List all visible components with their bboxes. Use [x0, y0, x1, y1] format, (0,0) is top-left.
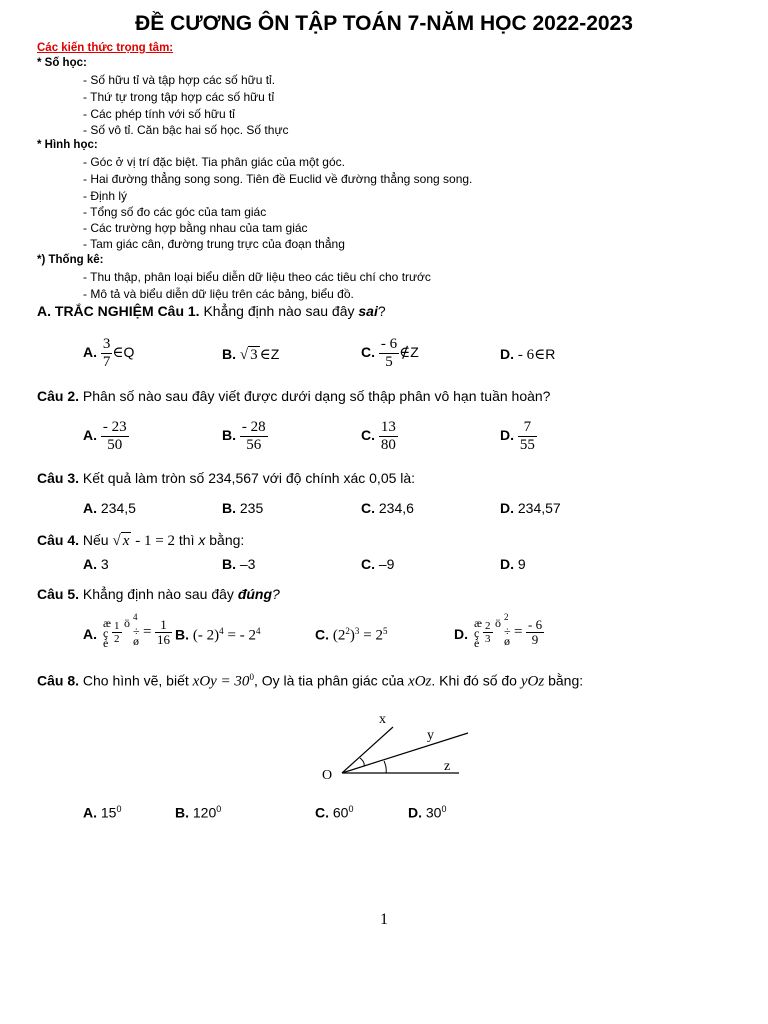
expression: = - 2 — [227, 627, 256, 644]
fraction — [483, 620, 493, 645]
ray-y-label: y — [427, 728, 434, 743]
question-text: thì — [178, 532, 195, 548]
list-item: - Thu thập, phân loại biểu diễn dữ liệu theo các tiêu chí cho trước — [83, 270, 431, 284]
question-text: Nếu — [82, 532, 109, 548]
fraction — [240, 419, 268, 454]
denominator: 7 — [102, 354, 111, 370]
radicand: x — [122, 533, 130, 549]
q3-option-c[interactable] — [361, 500, 414, 516]
q1-option-d[interactable] — [500, 345, 555, 364]
option-letter: C. — [361, 500, 375, 516]
option-letter: C. — [315, 626, 329, 643]
list-item: - Các trường hợp bằng nhau của tam giác — [83, 221, 308, 235]
question-text: bằng: — [548, 672, 584, 689]
set-symbol: Q — [123, 344, 135, 361]
option-letter: D. — [500, 556, 514, 572]
set-symbol: Z — [270, 346, 280, 362]
fraction — [379, 419, 398, 454]
question-1 — [37, 303, 386, 319]
core-knowledge-heading: Các kiến thức trọng tâm: — [37, 42, 174, 54]
q8-option-b[interactable] — [175, 804, 221, 821]
exponent: 2 — [504, 612, 509, 622]
sqrt-icon: √ — [239, 347, 249, 363]
question-label: Câu 8. — [37, 672, 80, 689]
option-letter: D. — [500, 346, 514, 362]
page-number: 1 — [380, 911, 388, 928]
option-value: 60 — [332, 804, 349, 821]
fraction — [101, 419, 129, 454]
q2-option-b[interactable] — [222, 419, 268, 454]
option-value: 235 — [239, 500, 264, 516]
q5-option-b[interactable] — [175, 626, 261, 645]
question-label: Câu 2. — [37, 388, 80, 404]
garbled-glyph: ö — [124, 616, 130, 630]
option-letter: C. — [315, 804, 329, 821]
degree-mark: 0 — [441, 804, 447, 814]
denominator: 5 — [385, 354, 393, 370]
list-item: - Số vô tỉ. Căn bậc hai số học. Số thực — [83, 123, 289, 137]
q3-option-d[interactable] — [500, 500, 561, 516]
garbled-glyph: ÷ — [133, 624, 140, 638]
relation-symbol: ∈ — [112, 345, 124, 362]
exponent: 4 — [219, 626, 224, 636]
denominator: 9 — [531, 632, 539, 647]
set-symbol: Z — [410, 344, 419, 361]
numerator: - 28 — [241, 419, 266, 435]
q4-option-b[interactable] — [222, 556, 255, 572]
relation-symbol: ∉ — [399, 345, 411, 362]
question-emphasis: đúng — [237, 586, 273, 602]
option-value: 30 — [425, 804, 442, 821]
denominator: 2 — [114, 633, 120, 645]
angle-expression: xOz — [408, 673, 432, 690]
q1-option-a[interactable] — [83, 336, 134, 371]
degree-mark: 0 — [249, 672, 254, 682]
option-value: –3 — [239, 556, 256, 572]
garbled-glyph: ø — [504, 634, 510, 648]
option-letter: C. — [361, 427, 375, 444]
q8-option-a[interactable] — [83, 804, 121, 821]
option-letter: D. — [454, 626, 468, 642]
list-item: - Định lý — [83, 189, 128, 203]
question-emphasis: sai — [358, 303, 378, 319]
q5-option-c[interactable] — [315, 626, 388, 645]
equals-sign: = — [143, 624, 152, 640]
point-o-label: O — [322, 768, 333, 783]
option-letter: A. — [83, 344, 97, 361]
section-arithmetic-label: * Số học: — [37, 57, 87, 69]
question-8 — [37, 672, 583, 691]
expression: - 6 — [517, 347, 535, 363]
option-letter: D. — [408, 804, 422, 821]
option-value: 15 — [100, 804, 117, 821]
denominator: 80 — [380, 437, 396, 453]
denominator: 16 — [157, 632, 170, 647]
degree-mark: 0 — [116, 804, 122, 814]
section-geometry-label: * Hình học: — [37, 139, 98, 151]
numerator: - 6 — [380, 336, 398, 352]
question-label: Câu 3. — [37, 470, 80, 486]
garbled-glyph: è — [474, 636, 480, 650]
question-label: Câu 1. — [157, 303, 200, 319]
question-text: , Oy là tia phân giác của — [253, 672, 405, 689]
variable: x — [198, 532, 206, 548]
option-letter: D. — [500, 500, 514, 516]
list-item: - Tam giác cân, đường trung trực của đoạn thẳng — [83, 237, 345, 251]
fraction — [155, 618, 172, 647]
expression: - 1 = 2 — [135, 533, 175, 549]
question-2 — [37, 388, 550, 404]
angle-expression: xOy = 30 — [192, 673, 250, 690]
q3-option-b[interactable] — [222, 500, 263, 516]
sqrt-icon: √ — [112, 533, 121, 549]
degree-mark: 0 — [216, 804, 222, 814]
option-letter: A. — [83, 804, 97, 821]
q8-option-c[interactable] — [315, 804, 353, 821]
option-value: 234,57 — [517, 500, 561, 516]
list-item: - Góc ở vị trí đặc biệt. Tia phân giác của một góc. — [83, 155, 345, 169]
option-value: –9 — [378, 556, 395, 572]
exponent: 4 — [133, 612, 138, 622]
option-letter: B. — [222, 556, 236, 572]
garbled-glyph: æ — [103, 616, 112, 630]
denominator: 3 — [485, 633, 491, 645]
question-text: . Khi đó số đo — [431, 672, 517, 689]
q1-option-c[interactable] — [361, 336, 419, 371]
garbled-glyph: æ — [474, 616, 483, 630]
garbled-glyph: ÷ — [504, 624, 511, 638]
list-item: - Thứ tự trong tập hợp các số hữu tỉ — [83, 90, 275, 104]
question-text: Khẳng định nào sau đây — [203, 303, 355, 319]
q2-option-c[interactable] — [361, 419, 398, 454]
fraction — [112, 620, 122, 645]
option-value: 120 — [192, 804, 217, 821]
q2-option-d[interactable] — [500, 419, 537, 454]
question-text: Khẳng định nào sau đây — [82, 586, 234, 602]
radicand: 3 — [250, 347, 258, 363]
denominator: 50 — [107, 437, 123, 453]
q3-option-a[interactable] — [83, 500, 136, 516]
option-letter: A. — [83, 556, 97, 572]
question-text: Cho hình vẽ, biết — [82, 672, 189, 689]
angle-expression: yOz — [520, 673, 545, 690]
exponent: 3 — [354, 626, 360, 636]
option-value: 9 — [517, 556, 526, 572]
garbled-glyph: ö — [495, 616, 501, 630]
q4-option-a[interactable] — [83, 556, 109, 572]
question-5 — [37, 586, 280, 602]
angle-arc-xoy — [360, 758, 364, 766]
option-letter: B. — [222, 500, 236, 516]
part-label: A. TRẮC NGHIỆM — [37, 303, 154, 319]
option-value: 3 — [100, 556, 109, 572]
q8-option-d[interactable] — [408, 804, 446, 821]
numerator: 7 — [518, 419, 537, 437]
question-3 — [37, 470, 415, 486]
list-item: - Mô tả và biểu diễn dữ liệu trên các bảng, biểu đồ. — [83, 287, 354, 301]
expression: (- 2) — [192, 627, 220, 644]
option-value: 234,6 — [378, 500, 414, 516]
question-end: ? — [272, 586, 280, 602]
exponent: 2 — [345, 626, 350, 636]
question-text: Kết quả làm tròn số 234,567 với độ chính xác 0,05 là: — [82, 470, 416, 486]
option-value: 234,5 — [100, 500, 136, 516]
expression: = 2 — [363, 627, 383, 644]
expression: (2 — [332, 627, 346, 644]
garbled-glyph: ç — [474, 626, 480, 640]
option-letter: A. — [83, 427, 97, 444]
ray-x-label: x — [379, 712, 386, 727]
fraction — [518, 419, 537, 454]
numerator: 3 — [102, 336, 111, 352]
option-letter: C. — [361, 344, 375, 361]
question-4 — [37, 532, 244, 550]
option-letter: B. — [222, 427, 236, 444]
exponent: 4 — [256, 626, 261, 636]
numerator: 1 — [155, 618, 172, 633]
numerator: - 23 — [102, 419, 127, 435]
fraction — [101, 336, 113, 371]
angle-figure — [316, 706, 476, 786]
question-end: ? — [377, 303, 386, 319]
denominator: 56 — [246, 437, 262, 453]
numerator: 1 — [114, 620, 120, 632]
list-item: - Hai đường thẳng song song. Tiên đề Euclid về đường thẳng song song. — [83, 172, 473, 186]
option-letter: C. — [361, 556, 375, 572]
option-letter: A. — [83, 626, 97, 642]
section-statistics-label: *) Thống kê: — [37, 254, 104, 266]
option-letter: B. — [175, 626, 189, 643]
question-label: Câu 4. — [37, 532, 80, 548]
degree-mark: 0 — [348, 804, 354, 814]
list-item: - Tổng số đo các góc của tam giác — [83, 205, 267, 219]
numerator: 13 — [380, 419, 396, 435]
relation-symbol: ∈ — [534, 347, 546, 363]
q4-option-d[interactable] — [500, 556, 526, 572]
garbled-glyph: ç — [103, 626, 109, 640]
ray-z-label: z — [444, 759, 451, 774]
option-letter: A. — [83, 500, 97, 516]
q1-option-b[interactable] — [222, 345, 279, 364]
question-label: Câu 5. — [37, 586, 80, 602]
fraction — [379, 336, 399, 371]
option-letter: B. — [222, 346, 236, 362]
question-text: bằng: — [209, 532, 245, 548]
relation-symbol: ∈ — [259, 347, 271, 363]
equals-sign: = — [514, 624, 523, 640]
q2-option-a[interactable] — [83, 419, 129, 454]
exponent: 5 — [383, 626, 388, 636]
page-title: ĐỀ CƯƠNG ÔN TẬP TOÁN 7-NĂM HỌC 2022-2023 — [135, 12, 633, 35]
question-text: Phân số nào sau đây viết được dưới dạng số thập phân vô hạn tuần hoàn? — [82, 388, 551, 404]
garbled-glyph: ø — [133, 634, 139, 648]
set-symbol: R — [545, 346, 556, 362]
numerator: 2 — [485, 620, 491, 632]
denominator: 55 — [519, 437, 535, 453]
list-item: - Các phép tính với số hữu tỉ — [83, 107, 235, 121]
numerator: - 6 — [528, 617, 543, 632]
angle-arc-yoz — [384, 761, 386, 773]
expression: ) — [349, 627, 355, 644]
option-letter: B. — [175, 804, 189, 821]
list-item: - Số hữu tỉ và tập hợp các số hữu tỉ. — [83, 73, 276, 87]
option-letter: D. — [500, 427, 514, 444]
garbled-glyph: è — [103, 636, 109, 650]
fraction — [526, 618, 544, 647]
q4-option-c[interactable] — [361, 556, 394, 572]
